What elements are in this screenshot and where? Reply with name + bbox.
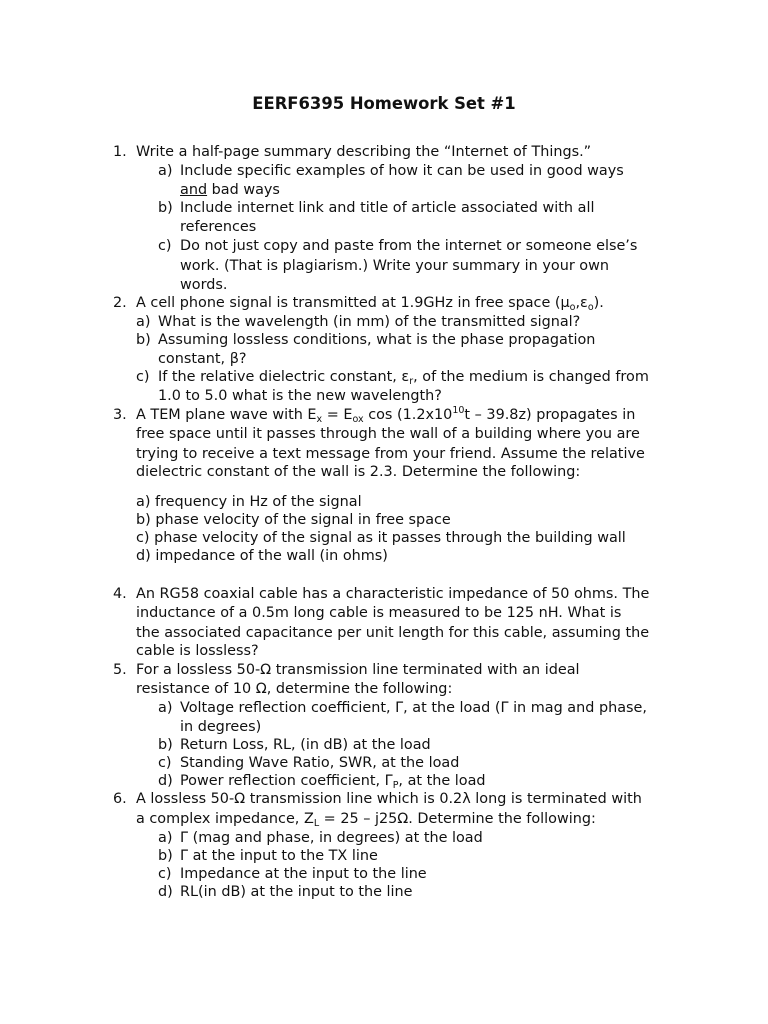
subitem-text: What is the wavelength (in mm) of the transmitted signal? (158, 314, 581, 330)
question-text (136, 810, 596, 828)
subitem-label: b) (136, 332, 151, 348)
question-number: 4. (113, 586, 127, 602)
subitem-label: b) (158, 848, 173, 864)
question-text (136, 406, 635, 424)
subitem-text: Include specific examples of how it can be used in good ways (180, 163, 624, 179)
subitem-label: a) (158, 700, 173, 716)
text-part: ). (593, 295, 604, 311)
question-number: 1. (113, 144, 127, 160)
document-title: EERF6395 Homework Set #1 (252, 94, 516, 113)
subitem-text: c) phase velocity of the signal as it passes through the building wall (136, 530, 626, 546)
underlined-word: and (180, 182, 208, 198)
superscript: 10 (452, 405, 465, 416)
question-text: free space until it passes through the wall of a building where you are (136, 426, 640, 442)
subitem-text: b) phase velocity of the signal in free space (136, 512, 451, 528)
subitem-text: references (180, 219, 257, 235)
question-text: Write a half-page summary describing the “Internet of Things.” (136, 144, 592, 160)
question-number: 5. (113, 662, 127, 678)
subitem-label: a) (158, 830, 173, 846)
question-text: resistance of 10 Ω, determine the following: (136, 681, 453, 697)
question-text: An RG58 coaxial cable has a characteristic impedance of 50 ohms. The (136, 586, 650, 602)
subscript: o (569, 302, 576, 313)
subscript: L (313, 818, 320, 829)
subitem-text: Assuming lossless conditions, what is the phase propagation (158, 332, 596, 348)
question-number: 6. (113, 791, 127, 807)
subitem-label: a) (158, 163, 173, 179)
subitem-text: Include internet link and title of article associated with all (180, 200, 595, 216)
text-part: = 25 – j25Ω. Determine the following: (319, 811, 596, 827)
question-text: inductance of a 0.5m long cable is measured to be 125 nH. What is (136, 605, 622, 621)
subscript: r (409, 376, 414, 387)
subitem-text: a) frequency in Hz of the signal (136, 494, 362, 510)
subitem-text: 1.0 to 5.0 what is the new wavelength? (158, 388, 442, 404)
subscript: ox (352, 414, 364, 425)
subitem-label: a) (136, 314, 151, 330)
subitem-label: b) (158, 200, 173, 216)
question-number: 3. (113, 407, 127, 423)
question-text: trying to receive a text message from your friend. Assume the relative (136, 446, 645, 462)
subitem-label: c) (136, 369, 150, 385)
text-part: t – 39.8z) propagates in (464, 407, 636, 423)
question-text: A lossless 50-Ω transmission line which is 0.2λ long is terminated with (136, 791, 642, 807)
text-part: Power reflection coefficient, Γ (180, 773, 393, 789)
subitem-label: b) (158, 737, 173, 753)
text-part: A cell phone signal is transmitted at 1.9GHz in free space (μ (136, 295, 570, 311)
subitem-text: Impedance at the input to the line (180, 866, 427, 882)
subitem-label: c) (158, 755, 172, 771)
subitem-label: d) (158, 884, 173, 900)
subitem-text (158, 368, 649, 386)
subitem-text-rest: bad ways (207, 182, 280, 198)
subitem-text: Return Loss, RL, (in dB) at the load (180, 737, 431, 753)
subitem-text: constant, β? (158, 351, 247, 367)
subitem-text: RL(in dB) at the input to the line (180, 884, 413, 900)
subitem-label: d) (158, 773, 173, 789)
subitem-text (180, 181, 280, 199)
text-part: a complex impedance, Z (136, 811, 314, 827)
subitem-label: c) (158, 866, 172, 882)
text-part: , at the load (398, 773, 486, 789)
subitem-text: Standing Wave Ratio, SWR, at the load (180, 755, 460, 771)
question-text: For a lossless 50-Ω transmission line terminated with an ideal (136, 662, 580, 678)
subitem-text: work. (That is plagiarism.) Write your summary in your own (180, 258, 609, 274)
question-number: 2. (113, 295, 127, 311)
subitem-text: Γ (mag and phase, in degrees) at the load (180, 830, 483, 846)
subitem-text: Γ at the input to the TX line (180, 848, 378, 864)
subscript: P (392, 780, 399, 791)
subitem-text: words. (180, 277, 228, 293)
text-part: A TEM plane wave with E (136, 407, 317, 423)
subscript: x (316, 414, 323, 425)
subitem-text: d) impedance of the wall (in ohms) (136, 548, 388, 564)
subitem-text: Do not just copy and paste from the internet or someone else’s (180, 238, 638, 254)
subitem-text: in degrees) (180, 719, 262, 735)
subitem-text: Voltage reflection coefficient, Γ, at the load (Γ in mag and phase, (180, 700, 647, 716)
question-text (136, 294, 604, 312)
text-part: , of the medium is changed from (413, 369, 649, 385)
question-text: dielectric constant of the wall is 2.3. Determine the following: (136, 464, 581, 480)
question-text: the associated capacitance per unit length for this cable, assuming the (136, 625, 650, 641)
text-part: ,ε (575, 295, 588, 311)
subitem-text (180, 772, 486, 790)
text-part: cos (1.2x10 (363, 407, 453, 423)
subscript: o (587, 302, 594, 313)
question-text: cable is lossless? (136, 643, 259, 659)
text-part: If the relative dielectric constant, ε (158, 369, 410, 385)
subitem-label: c) (158, 238, 172, 254)
text-part: = E (322, 407, 353, 423)
